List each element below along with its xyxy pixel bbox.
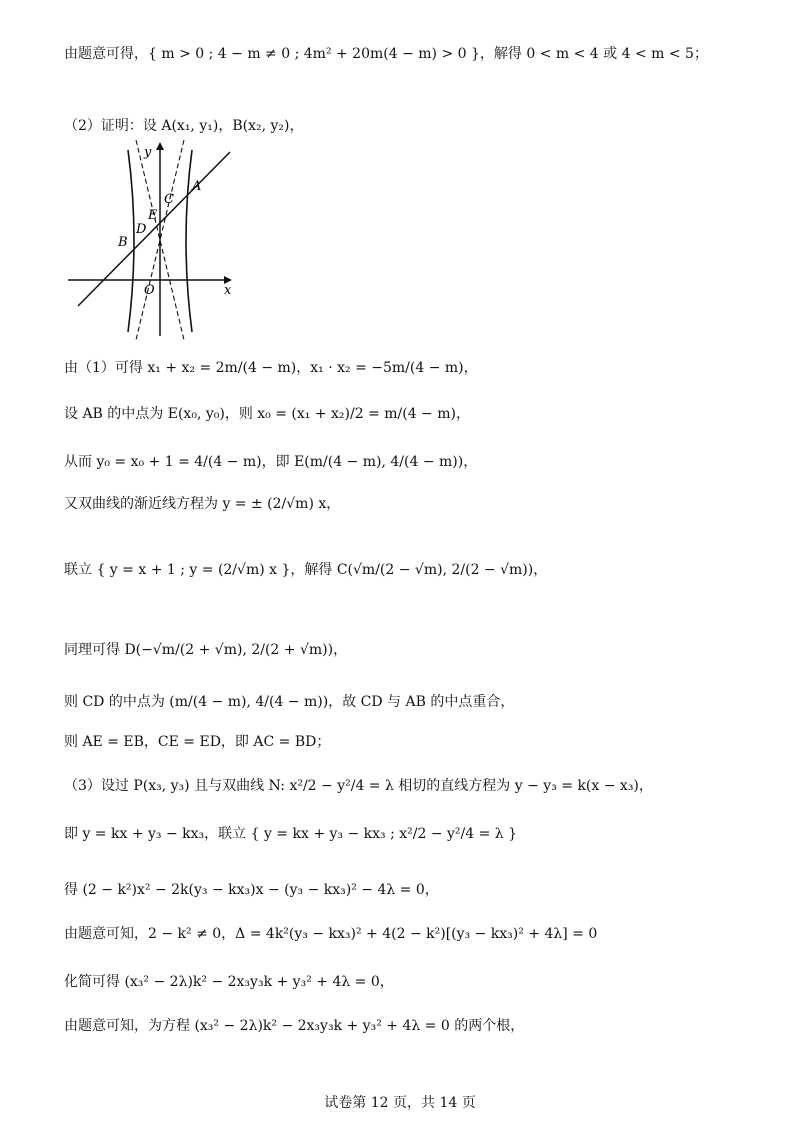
label-b: B [118, 235, 128, 250]
line-part2-setup: （2）证明：设 A(x₁, y₁)，B(x₂, y₂)， [64, 118, 304, 134]
hyperbola-right-branch [186, 150, 192, 332]
line-part3-setup: （3）设过 P(x₃, y₃) 且与双曲线 N: x²/2 − y²/4 = λ 相切的直线方程为 y − y₃ = k(x − x₃)， [64, 778, 653, 794]
line-system: 即 y = kx + y₃ − kx₃，联立 { y = kx + y₃ − kx₃ ; x²/2 − y²/4 = λ } [64, 826, 518, 842]
label-c: C [164, 192, 174, 207]
hyperbola-diagram [64, 140, 240, 340]
line-vieta: 由（1）可得 x₁ + x₂ = 2m/(4 − m)，x₁ · x₂ = −5m/(4 − m)， [64, 360, 478, 376]
line-cd-midpoint: 则 CD 的中点为 (m/(4 − m), 4/(4 − m))，故 CD 与 AB 的中点重合， [64, 694, 515, 710]
line-condition: 由题意可得，{ m > 0 ; 4 − m ≠ 0 ; 4m² + 20m(4 − m) > 0 }，解得 0 < m < 4 或 4 < m < 5； [64, 46, 708, 62]
label-e: E [148, 208, 158, 223]
label-a: A [192, 179, 202, 194]
hyperbola-figure [64, 140, 240, 340]
line-two-roots: 由题意可知，为方程 (x₃² − 2λ)k² − 2x₃y₃k + y₃² + 4λ = 0 的两个根， [64, 1018, 525, 1034]
page-footer: 试卷第 12 页，共 14 页 [324, 1095, 476, 1111]
hyperbola-left-branch [128, 150, 134, 332]
line-quadratic: 得 (2 − k²)x² − 2k(y₃ − kx₃)x − (y₃ − kx₃)² − 4λ = 0， [64, 882, 439, 898]
line-midpoint-x: 设 AB 的中点为 E(x₀, y₀)，则 x₀ = (x₁ + x₂)/2 = m/(4 − m)， [64, 406, 470, 422]
line-solve-d: 同理可得 D(−√m/(2 + √m), 2/(2 + √m))， [64, 642, 348, 658]
y-axis-arrow [156, 142, 164, 150]
line-discriminant: 由题意可知，2 − k² ≠ 0，Δ = 4k²(y₃ − kx₃)² + 4(2 − k²)[(y₃ − kx₃)² + 4λ] = 0 [64, 926, 598, 942]
line-conclusion: 则 AE = EB，CE = ED，即 AC = BD； [64, 734, 331, 750]
line-solve-c: 联立 { y = x + 1 ; y = (2/√m) x }，解得 C(√m/(2 − √m), 2/(2 − √m))， [64, 562, 548, 578]
line-simplified: 化简可得 (x₃² − 2λ)k² − 2x₃y₃k + y₃² + 4λ = 0， [64, 974, 394, 990]
line-midpoint-y: 从而 y₀ = x₀ + 1 = 4/(4 − m)，即 E(m/(4 − m), 4/(4 − m))， [64, 454, 478, 470]
line-asymptote: 又双曲线的渐近线方程为 y = ± (2/√m) x， [64, 496, 341, 512]
label-y: y [144, 145, 152, 160]
label-d: D [136, 222, 147, 237]
label-x: x [224, 283, 232, 298]
label-o: O [144, 283, 155, 298]
